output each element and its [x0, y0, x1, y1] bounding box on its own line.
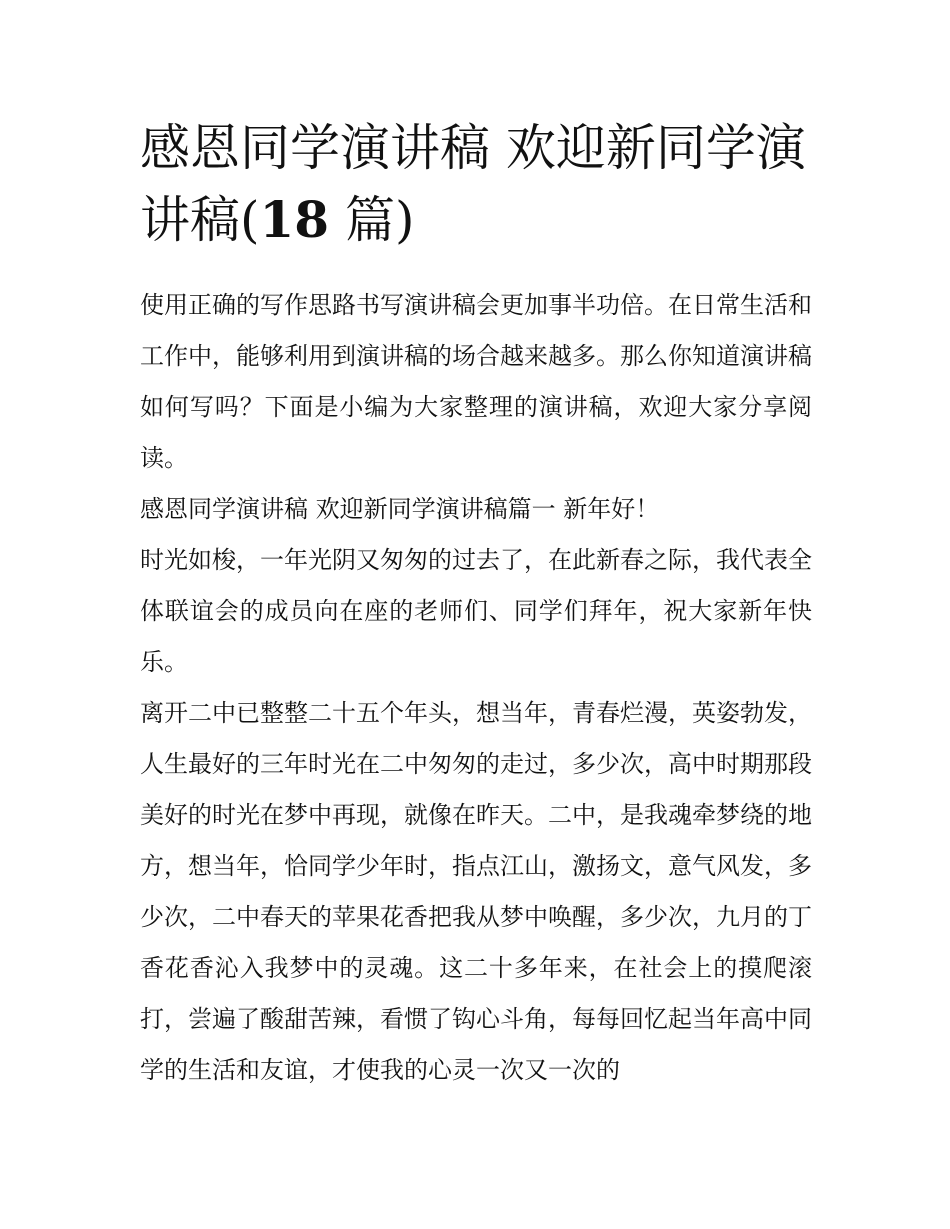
body-paragraph-2: 离开二中已整整二十五个年头，想当年，青春烂漫，英姿勃发，人生最好的三年时光在二中匆匆的走过，多少次，高中时期那段美好的时光在梦中再现，就像在昨天。二中，是我魂牵梦绕的地方，想当年，恰同学少年时，指点江山，激扬文，意气风发，多少次，二中春天的苹果花香把我从梦中唤醒，多少次，九月的丁香花香沁入我梦中的灵魂。这二十多年来，在社会上的摸爬滚打，尝遍了酸甜苦辣，看惯了钩心斗角，每每回忆起当年高中同学的生活和友谊，才使我的心灵一次又一次的 — [140, 699, 812, 1084]
document-page — [140, 112, 812, 1096]
title-text-part1: 感恩同学演讲稿 欢迎新同学演讲稿( — [140, 119, 806, 249]
title-number: 18 — [259, 190, 330, 249]
intro-paragraph: 使用正确的写作思路书写演讲稿会更加事半功倍。在日常生活和工作中，能够利用到演讲稿的场合越来越多。那么你知道演讲稿如何写吗？下面是小编为大家整理的演讲稿，欢迎大家分享阅读。 — [140, 291, 812, 472]
section-heading-paragraph: 感恩同学演讲稿 欢迎新同学演讲稿篇一 新年好！ — [140, 495, 660, 523]
title-text-part2: 篇) — [329, 191, 415, 249]
document-title — [140, 112, 812, 256]
body-paragraph-1: 时光如梭，一年光阴又匆匆的过去了，在此新春之际，我代表全体联谊会的成员向在座的老师们、同学们拜年，祝大家新年快乐。 — [140, 546, 812, 676]
